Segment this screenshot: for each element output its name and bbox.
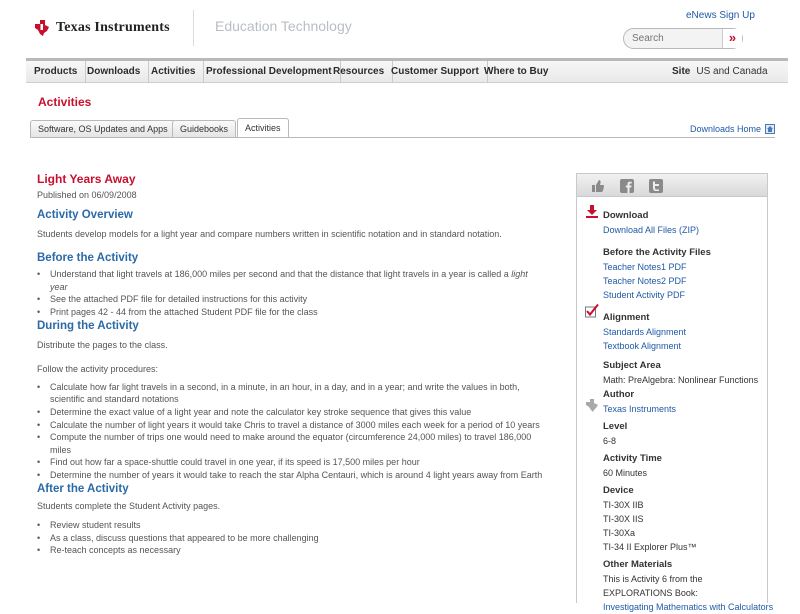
list-item: • Calculate how far light travels in a second, in a minute, in an hour, in a day, and in a year; and write the values in both, scientific and standard notations: [37, 381, 520, 405]
device-heading: Device: [603, 485, 634, 496]
student-activity-link[interactable]: Student Activity PDF: [603, 290, 686, 300]
download-all-link[interactable]: Download All Files (ZIP): [603, 225, 700, 235]
list-item: • Review student results: [37, 520, 141, 531]
download-block: [603, 209, 711, 302]
device-item: TI-30X IIB: [603, 500, 644, 510]
before-files-heading: Before the Activity Files: [603, 247, 711, 258]
download-icon: [585, 204, 599, 218]
nav-resources[interactable]: Resources: [325, 61, 393, 83]
activity-title: Light Years Away: [37, 172, 136, 186]
division-title: Education Technology: [215, 18, 352, 34]
list-item: • Determine the exact value of a light year and note the calculator key stroke sequence that gives this value: [37, 406, 472, 417]
activity-content: [37, 172, 547, 557]
list-item: • See the attached PDF file for detailed instructions for this activity: [37, 294, 308, 305]
tab-guidebooks[interactable]: Guidebooks: [172, 120, 236, 138]
enews-signup-link[interactable]: eNews Sign Up: [686, 10, 755, 21]
list-item: • Determine the number of years it would take to reach the star Alpha Centauri, which is around 4 light years away from Earth: [37, 469, 543, 480]
overview-text: Students develop models for a light year and compare numbers written in scientific notation and in standard notation.: [37, 228, 502, 239]
twitter-icon[interactable]: [649, 179, 663, 193]
alignment-heading: Alignment: [603, 312, 650, 323]
thumbs-up-icon[interactable]: [591, 179, 605, 193]
search-button[interactable]: »: [722, 29, 742, 48]
subject-heading: Subject Area: [603, 360, 661, 371]
textbook-alignment-link[interactable]: Textbook Alignment: [603, 341, 682, 351]
activity-sidebar: [576, 173, 774, 612]
device-item: TI-34 II Explorer Plus™: [603, 542, 697, 552]
level-value: 6-8: [603, 436, 617, 446]
texas-state-icon: [34, 19, 50, 37]
during-text-2: Follow the activity procedures:: [37, 364, 159, 375]
downloads-home-link[interactable]: [690, 124, 775, 134]
level-heading: Level: [603, 421, 628, 432]
nav-products[interactable]: Products: [26, 61, 86, 83]
overview-heading: Activity Overview: [37, 208, 133, 221]
header-divider: [193, 10, 194, 46]
nav-professional-development[interactable]: Professional Development: [198, 61, 341, 83]
other-materials-heading: Other Materials: [603, 559, 673, 570]
nav-downloads[interactable]: Downloads: [79, 61, 149, 83]
tab-software[interactable]: Software, OS Updates and Apps: [30, 120, 176, 138]
brand-name: Texas Instruments: [56, 20, 170, 35]
after-list: [37, 519, 547, 557]
search-box: [623, 28, 743, 49]
nav-customer-support[interactable]: Customer Support: [383, 61, 488, 83]
download-heading: Download: [603, 210, 649, 221]
before-heading: Before the Activity: [37, 252, 139, 265]
standards-alignment-link[interactable]: Standards Alignment: [603, 327, 687, 337]
tab-activities[interactable]: Activities: [237, 118, 289, 138]
after-text: Students complete the Student Activity pages.: [37, 500, 221, 511]
list-item: • Calculate the number of light years it would take Chris to travel a distance of 3000 miles each week for a period of 10 years: [37, 419, 540, 430]
tab-divider: [30, 137, 775, 138]
downloads-home-label[interactable]: Downloads Home: [690, 124, 762, 134]
device-item: TI-30X IIS: [603, 514, 644, 524]
home-icon[interactable]: [765, 124, 775, 134]
list-item: • As a class, discuss questions that appeared to be more challenging: [37, 532, 319, 543]
checkbox-checked-icon: [585, 304, 599, 318]
site-selector[interactable]: [672, 61, 768, 83]
author-heading: Author: [603, 389, 635, 400]
site-label: Site: [672, 66, 691, 77]
subject-value: Math: PreAlgebra: Nonlinear Functions: [603, 375, 759, 385]
nav-where-to-buy[interactable]: Where to Buy: [484, 66, 549, 77]
list-item: • Understand that light travels at 186,000 miles per second and that the distance that light travels in a year is called a light year: [37, 269, 528, 292]
time-value: 60 Minutes: [603, 468, 648, 478]
facebook-icon[interactable]: [620, 179, 634, 193]
list-item: • Compute the number of trips one would need to make around the equator (circumference 24,000 miles) to travel 186,000 miles: [37, 432, 532, 455]
published-date: Published on 06/09/2008: [37, 190, 137, 200]
list-item: • Re-teach concepts as necessary: [37, 545, 181, 556]
alignment-block: [603, 311, 773, 614]
list-item: • Print pages 42 - 44 from the attached Student PDF file for the class: [37, 306, 318, 317]
section-title: Activities: [38, 95, 92, 109]
explorations-book-link[interactable]: Investigating Mathematics with Calculators: [603, 602, 774, 612]
during-heading: During the Activity: [37, 319, 139, 332]
teacher-notes2-link[interactable]: Teacher Notes2 PDF: [603, 276, 687, 286]
site-header: [0, 0, 800, 58]
during-list: [37, 381, 547, 482]
other-materials-text: This is Activity 6 from the EXPLORATIONS Book:: [603, 574, 703, 598]
device-item: TI-30Xa: [603, 528, 636, 538]
before-list: [37, 268, 547, 318]
author-link[interactable]: Texas Instruments: [603, 404, 677, 414]
search-input[interactable]: [624, 29, 724, 48]
time-heading: Activity Time: [603, 453, 662, 464]
site-value: US and Canada: [696, 66, 768, 77]
list-item: • Find out how far a space-shuttle could travel in one year, if its speed is 17,500 miles per hour: [37, 457, 420, 468]
ti-logo[interactable]: [34, 18, 170, 38]
teacher-notes1-link[interactable]: Teacher Notes1 PDF: [603, 262, 687, 272]
ti-author-icon: [585, 398, 599, 412]
main-nav: [26, 58, 788, 83]
during-text-1: Distribute the pages to the class.: [37, 339, 168, 350]
nav-activities[interactable]: Activities: [143, 61, 204, 83]
top-links: [686, 10, 755, 21]
share-toolbar: [577, 173, 767, 197]
light-year-term: light year: [50, 269, 528, 292]
after-heading: After the Activity: [37, 482, 129, 495]
